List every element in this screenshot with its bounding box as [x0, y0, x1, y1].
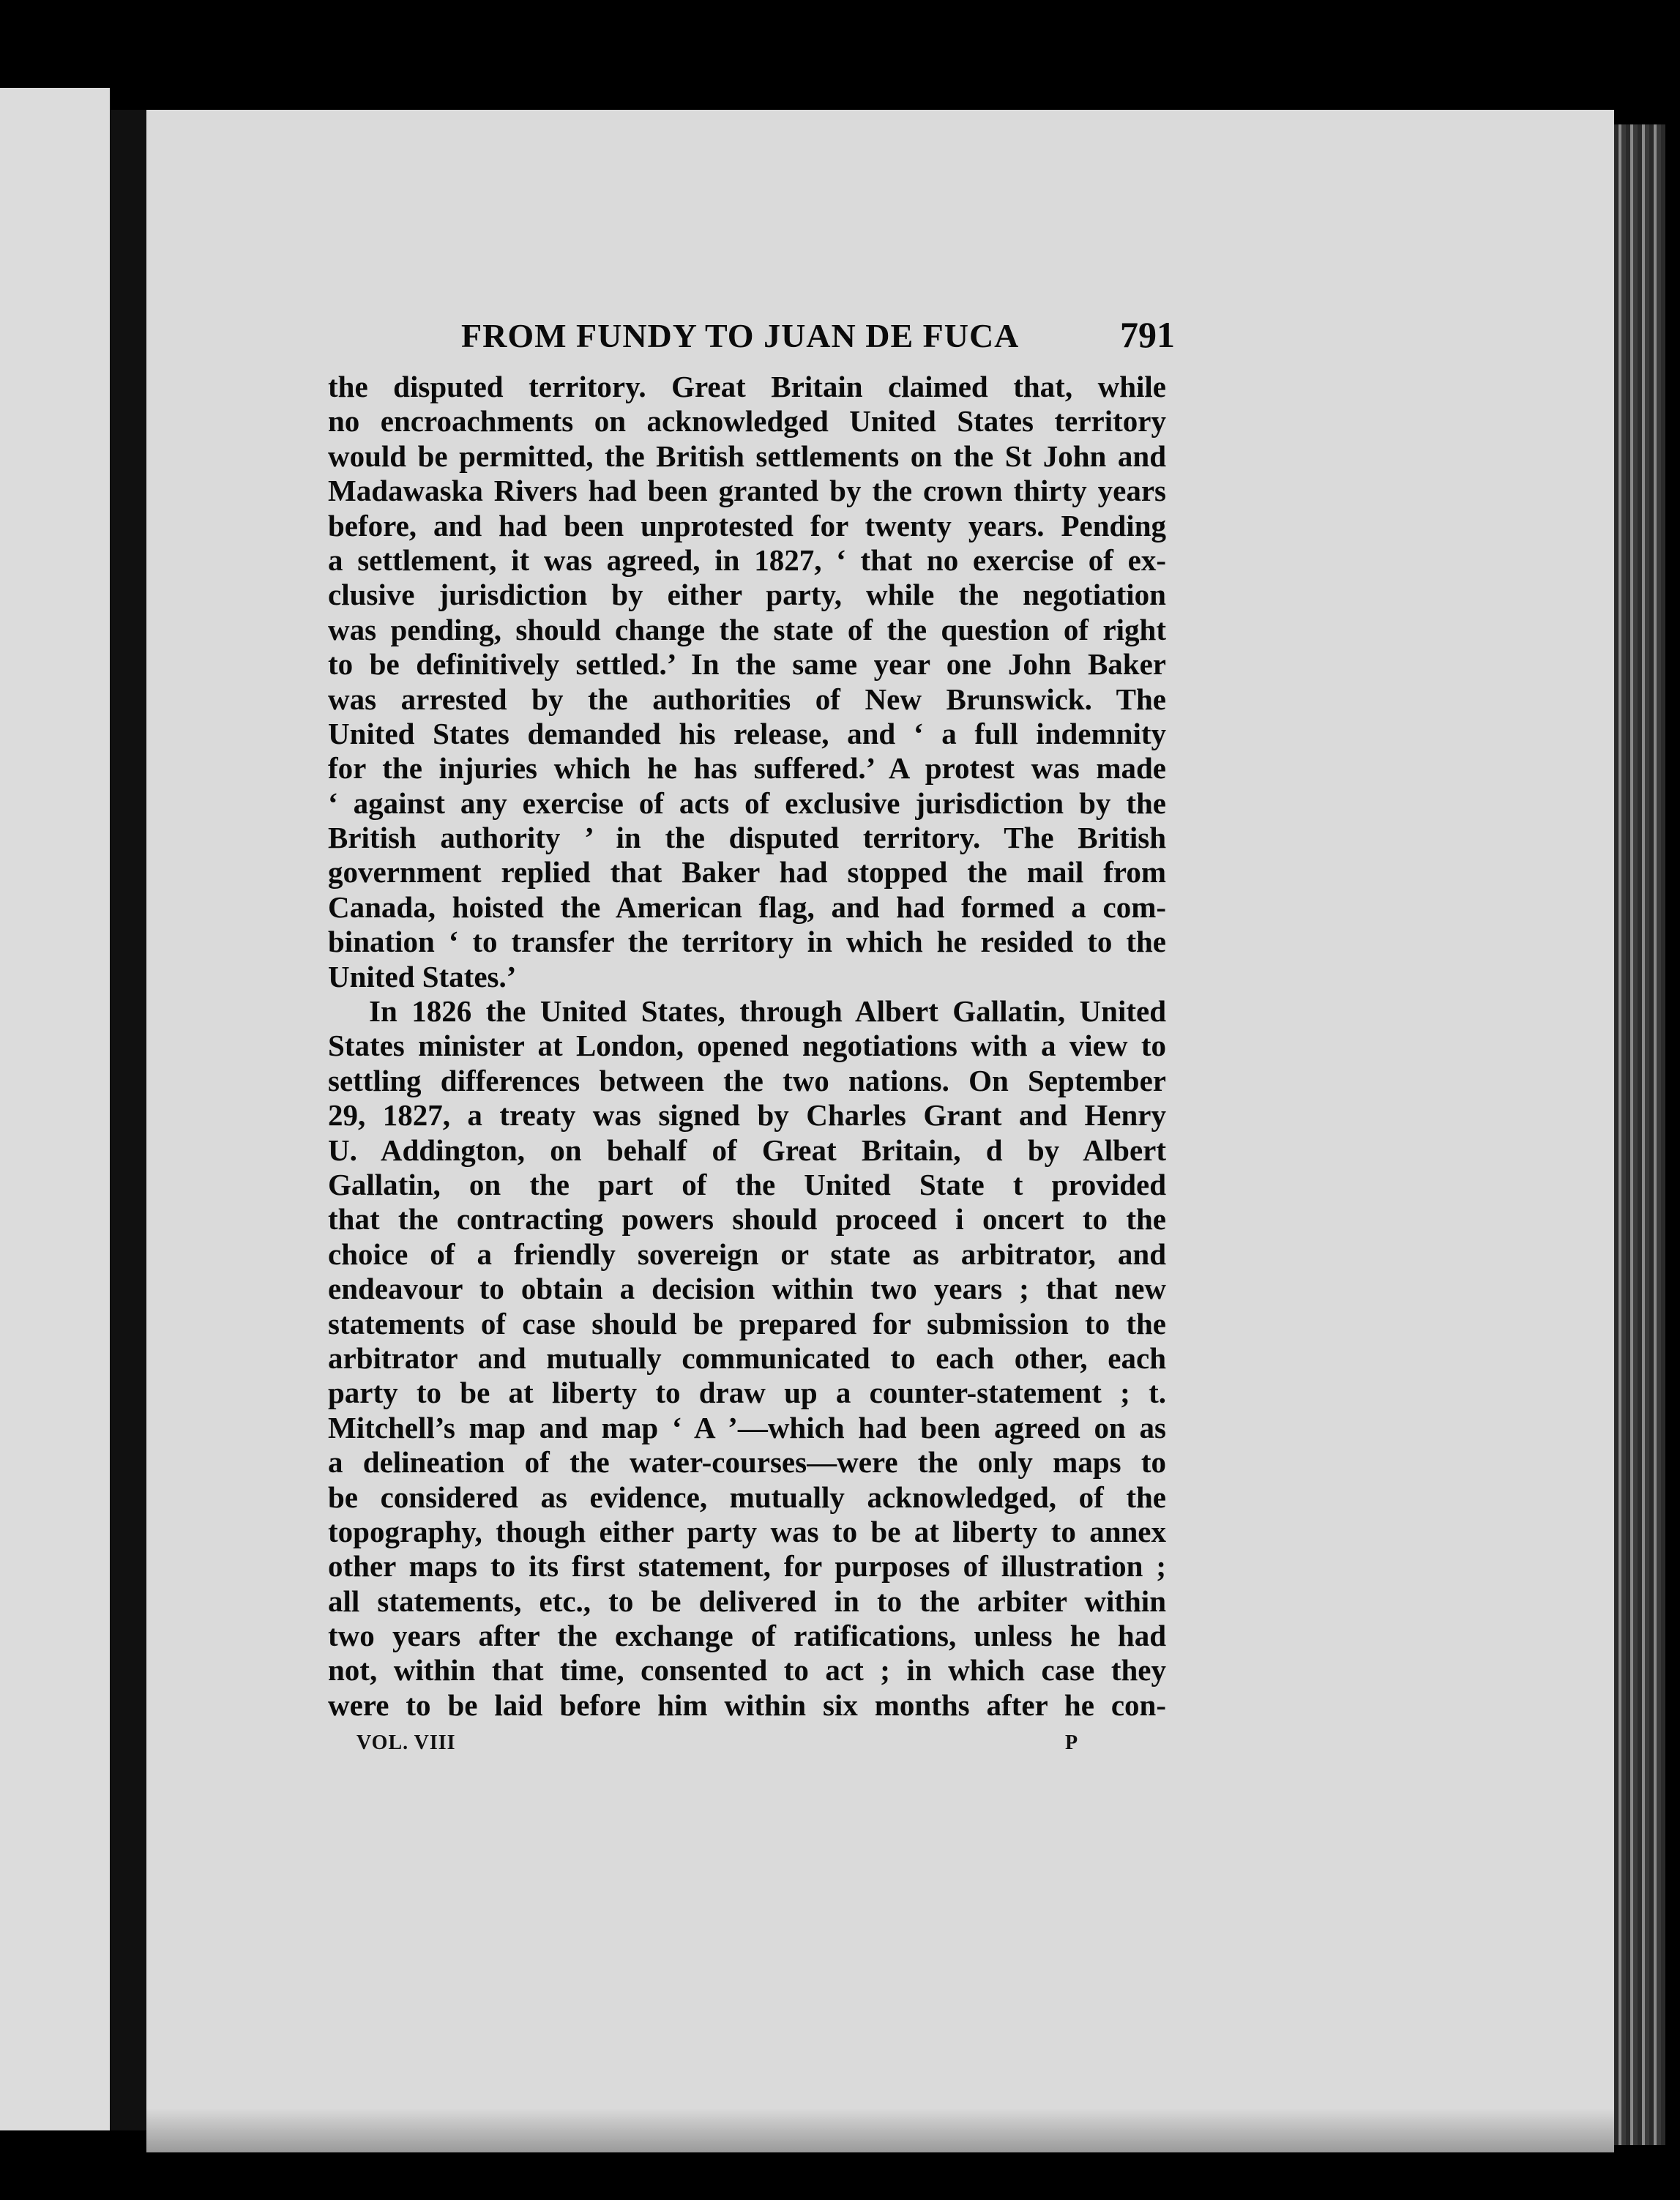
text-line: Canada, hoisted the American flag, and had formed a com- [328, 890, 1166, 924]
text-line: a delineation of the water-courses—were the only maps to [328, 1445, 1166, 1480]
text-line: the disputed territory. Great Britain claimed that, while [328, 370, 1166, 403]
text-line: endeavour to obtain a decision within two years ; that new [328, 1272, 1166, 1306]
text-line: to be definitively settled.’ In the same year one John Baker [328, 647, 1166, 682]
adjacent-page-edge [0, 88, 110, 2130]
text-line: ‘ against any exercise of acts of exclusive jurisdiction by the [328, 786, 1166, 820]
text-line: all statements, etc., to be delivered in to the arbiter within [328, 1584, 1166, 1618]
text-line: clusive jurisdiction by either party, while the negotiation [328, 578, 1166, 612]
paragraph-start-line: In 1826 the United States, through Albert Gallatin, United [369, 994, 1166, 1029]
text-line: two years after the exchange of ratifications, unless he had [328, 1619, 1166, 1653]
text-line: U. Addington, on behalf of Great Britain, d by Albert [328, 1133, 1166, 1167]
text-line: a settlement, it was agreed, in 1827, ‘ that no exercise of ex- [328, 542, 1166, 577]
volume-signature: VOL. VIII [356, 1731, 456, 1754]
body-text [328, 370, 1166, 1723]
text-line: Mitchell’s map and map ‘ A ’—which had been agreed on as [328, 1410, 1166, 1444]
running-title: FROM FUNDY TO JUAN DE FUCA [461, 317, 1020, 354]
text-line: would be permitted, the British settlements on the St John and [328, 439, 1166, 473]
text-line: no encroachments on acknowledged United States territory [328, 404, 1166, 439]
text-line: choice of a friendly sovereign or state as arbitrator, and [328, 1237, 1166, 1271]
text-line: was pending, should change the state of the question of right [328, 612, 1166, 646]
text-line: 29, 1827, a treaty was signed by Charles Grant and Henry [328, 1098, 1166, 1133]
text-line: government replied that Baker had stopped the mail from [328, 855, 1166, 890]
text-line: party to be at liberty to draw up a counter-statement ; t. [328, 1376, 1166, 1410]
text-line: Gallatin, on the part of the United State t provided [328, 1167, 1166, 1201]
text-line: other maps to its first statement, for purposes of illustration ; [328, 1549, 1166, 1584]
text-line: bination ‘ to transfer the territory in which he resided to the [328, 925, 1166, 959]
text-line: arbitrator and mutually communicated to each other, each [328, 1340, 1166, 1375]
text-line: was arrested by the authorities of New Brunswick. The [328, 682, 1166, 716]
text-line: topography, though either party was to be at liberty to annex [328, 1514, 1166, 1548]
text-line: not, within that time, consented to act ; in which case they [328, 1653, 1166, 1688]
paragraph-end-line: United States.’ [328, 959, 517, 993]
page-bottom-shadow [146, 2108, 1614, 2152]
printer-signature-mark: P [1065, 1731, 1078, 1754]
text-line: States minister at London, opened negotiations with a view to [328, 1029, 1166, 1063]
text-line: that the contracting powers should proceed i oncert to the [328, 1202, 1166, 1237]
page-stack-edge [1614, 124, 1665, 2145]
text-line: settling differences between the two nations. On September [328, 1063, 1166, 1097]
text-line: were to be laid before him within six months after he con- [328, 1688, 1166, 1722]
text-line: before, and had been unprotested for twenty years. Pending [328, 508, 1166, 542]
text-line: British authority ’ in the disputed territory. The British [328, 821, 1166, 855]
text-line: statements of case should be prepared for submission to the [328, 1306, 1166, 1340]
page-number: 791 [1120, 314, 1175, 355]
text-line: Madawaska Rivers had been granted by the crown thirty years [328, 474, 1166, 508]
text-line: United States demanded his release, and ‘ a full indemnity [328, 716, 1166, 750]
book-gutter [110, 110, 146, 2130]
text-line: be considered as evidence, mutually acknowledged, of the [328, 1480, 1166, 1514]
text-line: for the injuries which he has suffered.’ A protest was made [328, 751, 1166, 786]
